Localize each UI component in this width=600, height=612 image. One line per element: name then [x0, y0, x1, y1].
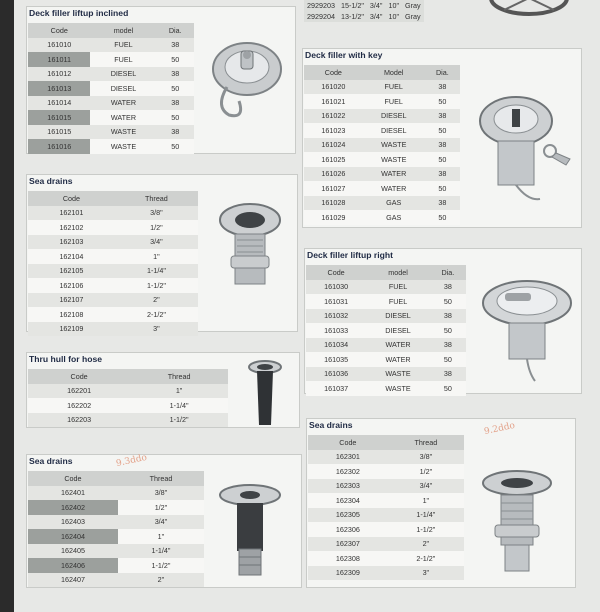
table-cell: FUEL: [363, 94, 425, 109]
table-cell: WASTE: [366, 367, 430, 382]
table-cell: 38: [425, 109, 460, 124]
table-cell: FUEL: [366, 294, 430, 309]
deck-right-table: [306, 265, 466, 396]
table-cell: 161015: [28, 110, 90, 125]
table-cell: 3": [388, 566, 464, 581]
table-cell: 3/4": [115, 235, 198, 250]
table-cell: 2-1/2": [388, 551, 464, 566]
table-cell: 15-1/2": [338, 0, 367, 11]
table-cell: 38: [156, 38, 194, 53]
table-cell: 3/8": [388, 450, 464, 465]
table-cell: 38: [430, 309, 466, 324]
table-cell: 161031: [306, 294, 366, 309]
table-cell: 161035: [306, 352, 366, 367]
table-cell: 162309: [308, 566, 388, 581]
table-cell: 161025: [304, 152, 363, 167]
table-cell: 162308: [308, 551, 388, 566]
table-row: [28, 220, 198, 235]
table-row: [306, 367, 466, 382]
table-cell: 162202: [28, 398, 130, 413]
section-title: Deck filler with key: [305, 50, 383, 60]
table-row: [28, 81, 194, 96]
table-cell: WATER: [90, 110, 156, 125]
table-cell: 161034: [306, 338, 366, 353]
table-cell: 161021: [304, 94, 363, 109]
table-row: [304, 123, 460, 138]
table-cell: 162105: [28, 264, 115, 279]
col-header: Model: [363, 65, 425, 80]
card-sea-drains-3: [306, 418, 576, 588]
table-cell: DIESEL: [90, 67, 156, 82]
table-header-row: [28, 471, 204, 486]
table-cell: 10": [385, 11, 402, 22]
table-row: [304, 0, 424, 11]
table-header-row: [28, 369, 228, 384]
table-row: [306, 280, 466, 295]
table-cell: 3": [115, 322, 198, 337]
table-cell: 1-1/2": [115, 278, 198, 293]
table-cell: 162404: [28, 529, 118, 544]
table-cell: 50: [425, 181, 460, 196]
table-cell: 3/8": [118, 486, 204, 501]
table-row: [28, 264, 198, 279]
deck-filler-inclined-image: [205, 27, 290, 127]
table-cell: 38: [156, 125, 194, 140]
table-cell: 38: [156, 67, 194, 82]
deck-inclined-table: [28, 23, 194, 154]
table-cell: 161027: [304, 181, 363, 196]
table-cell: 162407: [28, 573, 118, 588]
col-header: model: [366, 265, 430, 280]
table-cell: 162104: [28, 249, 115, 264]
table-cell: WASTE: [90, 139, 156, 154]
table-row: [306, 309, 466, 324]
table-row: [304, 210, 460, 225]
table-row: [304, 94, 460, 109]
table-cell: 38: [425, 196, 460, 211]
table-cell: 161026: [304, 167, 363, 182]
table-row: [28, 206, 198, 221]
table-row: [28, 139, 194, 154]
table-cell: DIESEL: [363, 109, 425, 124]
table-row: [28, 293, 198, 308]
table-cell: 50: [425, 94, 460, 109]
table-cell: 2": [118, 573, 204, 588]
table-cell: 1-1/2": [118, 558, 204, 573]
deck-filler-key-image: [468, 91, 578, 221]
col-header: Code: [28, 23, 90, 38]
table-row: [28, 52, 194, 67]
table-cell: 38: [430, 280, 466, 295]
table-cell: 162307: [308, 537, 388, 552]
col-header: model: [90, 23, 156, 38]
col-header: Code: [306, 265, 366, 280]
table-cell: 13-1/2": [338, 11, 367, 22]
table-cell: 162301: [308, 450, 388, 465]
sea-drains-3-table: [308, 435, 464, 580]
thru-hull-table: [28, 369, 228, 427]
table-cell: 162108: [28, 307, 115, 322]
table-row: [28, 558, 204, 573]
table-cell: 50: [156, 52, 194, 67]
table-cell: 1-1/4": [115, 264, 198, 279]
table-cell: 162304: [308, 493, 388, 508]
table-body: [308, 450, 464, 581]
table-cell: FUEL: [366, 280, 430, 295]
table-cell: 162306: [308, 522, 388, 537]
col-header: Thread: [118, 471, 204, 486]
table-cell: 38: [430, 367, 466, 382]
table-row: [28, 544, 204, 559]
table-cell: 1/2": [115, 220, 198, 235]
table-cell: WASTE: [366, 381, 430, 396]
table-body: [28, 206, 198, 337]
table-cell: Gray: [402, 0, 424, 11]
table-body: [28, 384, 228, 428]
table-row: [304, 109, 460, 124]
table-cell: 161024: [304, 138, 363, 153]
steering-wheel-image: [484, 0, 574, 20]
table-row: [28, 486, 204, 501]
table-row: [304, 196, 460, 211]
table-cell: 161010: [28, 38, 90, 53]
deck-key-table: [304, 65, 460, 225]
table-cell: 2": [388, 537, 464, 552]
section-title: Thru hull for hose: [29, 354, 103, 364]
table-row: [306, 338, 466, 353]
handwritten-note: 9.2ddo: [483, 420, 516, 438]
col-header: Dia.: [430, 265, 466, 280]
table-cell: 1": [118, 529, 204, 544]
table-cell: GAS: [363, 196, 425, 211]
table-cell: 50: [425, 210, 460, 225]
table-row: [28, 529, 204, 544]
handwritten-note: 9.3ddo: [115, 452, 148, 470]
table-cell: WATER: [366, 352, 430, 367]
table-cell: DIESEL: [366, 309, 430, 324]
table-cell: 10": [385, 0, 402, 11]
table-row: [306, 352, 466, 367]
table-row: [28, 249, 198, 264]
table-row: [308, 522, 464, 537]
table-cell: 1-1/4": [130, 398, 228, 413]
table-cell: 162406: [28, 558, 118, 573]
table-cell: 1-1/4": [388, 508, 464, 523]
table-header-row: [306, 265, 466, 280]
sea-drains-2-table: [28, 471, 204, 587]
table-cell: 161029: [304, 210, 363, 225]
table-row: [304, 167, 460, 182]
table-body: [304, 80, 460, 225]
table-header-row: [304, 65, 460, 80]
table-cell: 1-1/2": [130, 413, 228, 428]
table-header-row: [308, 435, 464, 450]
table-cell: 1": [130, 384, 228, 399]
table-body: [306, 280, 466, 396]
table-row: [308, 566, 464, 581]
section-title: Sea drains: [29, 456, 73, 466]
table-cell: 161023: [304, 123, 363, 138]
table-row: [28, 307, 198, 322]
col-header: Thread: [388, 435, 464, 450]
catalog-page: [14, 0, 600, 612]
table-cell: 161032: [306, 309, 366, 324]
table-cell: 162401: [28, 486, 118, 501]
table-row: [28, 384, 228, 399]
table-row: [308, 537, 464, 552]
table-cell: 2929204: [304, 11, 338, 22]
table-cell: 50: [156, 139, 194, 154]
table-row: [28, 38, 194, 53]
table-cell: 162405: [28, 544, 118, 559]
table-cell: 38: [425, 80, 460, 95]
table-cell: WASTE: [363, 152, 425, 167]
table-cell: 162107: [28, 293, 115, 308]
table-cell: 1/2": [118, 500, 204, 515]
table-row: [28, 125, 194, 140]
table-cell: GAS: [363, 210, 425, 225]
table-cell: 162109: [28, 322, 115, 337]
table-cell: WASTE: [363, 138, 425, 153]
table-cell: 162102: [28, 220, 115, 235]
table-row: [28, 235, 198, 250]
table-row: [308, 508, 464, 523]
col-header: Dia.: [425, 65, 460, 80]
table-row: [308, 479, 464, 494]
table-cell: 2929203: [304, 0, 338, 11]
col-header: Thread: [130, 369, 228, 384]
table-cell: 2-1/2": [115, 307, 198, 322]
table-cell: 2": [115, 293, 198, 308]
table-cell: 38: [425, 138, 460, 153]
table-cell: WASTE: [90, 125, 156, 140]
col-header: Dia.: [156, 23, 194, 38]
table-cell: 1/2": [388, 464, 464, 479]
table-cell: 162302: [308, 464, 388, 479]
table-cell: DIESEL: [366, 323, 430, 338]
col-header: Code: [304, 65, 363, 80]
sea-drains-1-table: [28, 191, 198, 336]
table-cell: 162303: [308, 479, 388, 494]
table-row: [28, 573, 204, 588]
table-cell: WATER: [90, 96, 156, 111]
table-cell: 50: [425, 152, 460, 167]
table-cell: 162106: [28, 278, 115, 293]
thru-hull-image: [245, 359, 285, 429]
table-cell: WATER: [363, 181, 425, 196]
table-cell: 1-1/4": [118, 544, 204, 559]
col-header: Code: [28, 471, 118, 486]
table-row: [28, 500, 204, 515]
table-cell: DIESEL: [90, 81, 156, 96]
table-cell: 162403: [28, 515, 118, 530]
table-cell: 3/4": [118, 515, 204, 530]
table-cell: 161028: [304, 196, 363, 211]
table-cell: 161015: [28, 125, 90, 140]
table-row: [306, 294, 466, 309]
table-row: [28, 96, 194, 111]
table-row: [28, 413, 228, 428]
table-cell: 161014: [28, 96, 90, 111]
table-cell: WATER: [363, 167, 425, 182]
sea-drain-image-3: [477, 469, 557, 579]
card-deck-filler-liftup-inclined: [26, 6, 296, 154]
table-cell: 3/4": [388, 479, 464, 494]
table-cell: 162305: [308, 508, 388, 523]
card-sea-drains-2: [26, 454, 302, 588]
table-row: [304, 181, 460, 196]
table-cell: 161016: [28, 139, 90, 154]
table-row: [308, 450, 464, 465]
deck-filler-right-image: [477, 277, 577, 387]
table-cell: 161013: [28, 81, 90, 96]
table-row: [28, 398, 228, 413]
col-header: Code: [28, 369, 130, 384]
table-row: [28, 110, 194, 125]
table-cell: FUEL: [90, 38, 156, 53]
table-row: [304, 11, 424, 22]
table-cell: DIESEL: [363, 123, 425, 138]
table-row: [304, 80, 460, 95]
table-cell: 3/4": [367, 0, 386, 11]
table-cell: 161037: [306, 381, 366, 396]
table-row: [304, 152, 460, 167]
top-partial-table: [304, 0, 424, 22]
table-cell: 50: [430, 323, 466, 338]
table-row: [28, 67, 194, 82]
col-header: Thread: [115, 191, 198, 206]
table-row: [306, 381, 466, 396]
table-row: [28, 322, 198, 337]
table-cell: 161022: [304, 109, 363, 124]
col-header: Code: [28, 191, 115, 206]
sea-drain-image-1: [215, 200, 285, 300]
table-cell: Gray: [402, 11, 424, 22]
table-row: [308, 493, 464, 508]
table-cell: 50: [156, 110, 194, 125]
table-cell: 1-1/2": [388, 522, 464, 537]
table-cell: 161033: [306, 323, 366, 338]
table-cell: 38: [425, 167, 460, 182]
table-cell: 38: [156, 96, 194, 111]
table-row: [28, 515, 204, 530]
table-cell: 162402: [28, 500, 118, 515]
table-cell: FUEL: [90, 52, 156, 67]
section-title: Deck filler liftup right: [307, 250, 393, 260]
table-cell: 50: [425, 123, 460, 138]
table-row: [28, 278, 198, 293]
card-deck-filler-liftup-right: [304, 248, 582, 394]
card-deck-filler-with-key: [302, 48, 582, 228]
table-cell: 162103: [28, 235, 115, 250]
table-cell: 3/4": [367, 11, 386, 22]
table-cell: 1": [388, 493, 464, 508]
table-cell: 1": [115, 249, 198, 264]
card-sea-drains-1: [26, 174, 298, 332]
table-cell: 161036: [306, 367, 366, 382]
table-cell: 50: [156, 81, 194, 96]
table-row: [306, 323, 466, 338]
table-cell: 50: [430, 294, 466, 309]
table-cell: 162101: [28, 206, 115, 221]
sea-drain-image-2: [215, 481, 285, 581]
table-cell: FUEL: [363, 80, 425, 95]
table-row: [308, 551, 464, 566]
table-cell: 3/8": [115, 206, 198, 221]
top-table-body: [304, 0, 424, 22]
section-title: Sea drains: [29, 176, 73, 186]
table-cell: 162201: [28, 384, 130, 399]
table-header-row: [28, 23, 194, 38]
table-body: [28, 38, 194, 154]
table-cell: 162203: [28, 413, 130, 428]
card-thru-hull-for-hose: [26, 352, 300, 428]
table-cell: 161012: [28, 67, 90, 82]
table-cell: 161011: [28, 52, 90, 67]
table-cell: 38: [430, 338, 466, 353]
table-cell: 50: [430, 352, 466, 367]
section-title: Deck filler liftup inclined: [29, 8, 129, 18]
table-cell: 161020: [304, 80, 363, 95]
table-cell: 161030: [306, 280, 366, 295]
table-header-row: [28, 191, 198, 206]
table-row: [304, 138, 460, 153]
table-cell: WATER: [366, 338, 430, 353]
table-body: [28, 486, 204, 588]
section-title: Sea drains: [309, 420, 353, 430]
col-header: Code: [308, 435, 388, 450]
table-row: [308, 464, 464, 479]
table-cell: 50: [430, 381, 466, 396]
